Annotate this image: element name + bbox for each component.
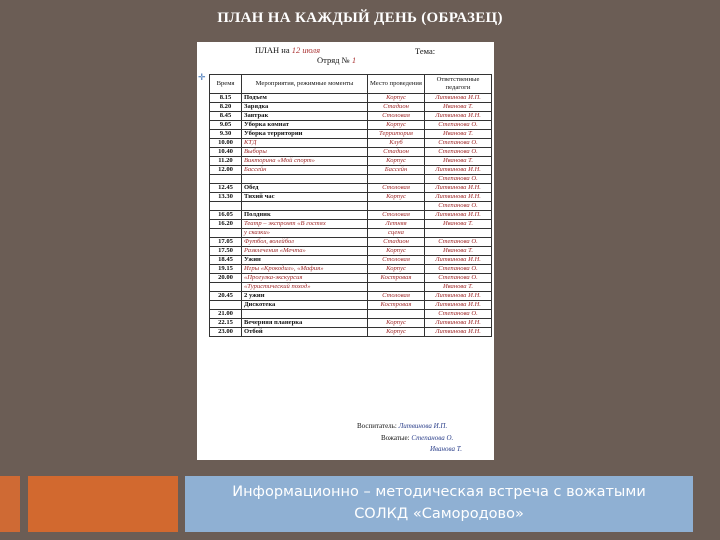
column-header-place: Место проведения bbox=[368, 75, 425, 94]
row-activity: Тихий час bbox=[242, 193, 368, 202]
counselor-2-line bbox=[430, 445, 462, 453]
counselor-2: Иванова Т. bbox=[430, 445, 462, 453]
row-place: Корпус bbox=[368, 319, 425, 328]
row-time: 11.20 bbox=[210, 157, 242, 166]
banner-accent-block bbox=[28, 476, 178, 532]
row-responsible: Степанова О. bbox=[425, 265, 492, 274]
row-activity: Дискотека bbox=[242, 301, 368, 310]
row-time: 19.15 bbox=[210, 265, 242, 274]
row-time: 20.00 bbox=[210, 274, 242, 283]
row-activity bbox=[242, 310, 368, 319]
row-responsible: Иванова Т. bbox=[425, 130, 492, 139]
table-row bbox=[210, 220, 492, 229]
banner-line-2: СОЛКД «Самородово» bbox=[354, 506, 524, 522]
row-activity: Отбой bbox=[242, 328, 368, 337]
row-place: Корпус bbox=[368, 247, 425, 256]
row-activity bbox=[242, 175, 368, 184]
row-place: Столовая bbox=[368, 112, 425, 121]
row-place: Летняя bbox=[368, 220, 425, 229]
counselors-line bbox=[381, 434, 453, 442]
table-row bbox=[210, 328, 492, 337]
row-time: 8.15 bbox=[210, 94, 242, 103]
row-place: Корпус bbox=[368, 94, 425, 103]
counselor-1: Степанова О. bbox=[411, 434, 454, 442]
row-activity: Выборы bbox=[242, 148, 368, 157]
row-activity: Полдник bbox=[242, 211, 368, 220]
table-row bbox=[210, 319, 492, 328]
row-activity: Уборка территории bbox=[242, 130, 368, 139]
row-activity: Игры «Крокодил», «Мафия» bbox=[242, 265, 368, 274]
table-row bbox=[210, 139, 492, 148]
table-row bbox=[210, 274, 492, 283]
row-responsible: Литвинова И.Н. bbox=[425, 184, 492, 193]
row-activity: Зарядка bbox=[242, 103, 368, 112]
row-activity: Бассейн bbox=[242, 166, 368, 175]
row-time: 16.20 bbox=[210, 220, 242, 229]
table-row bbox=[210, 184, 492, 193]
table-row bbox=[210, 121, 492, 130]
row-activity: Ужин bbox=[242, 256, 368, 265]
row-activity: Викторина «Мой спорт» bbox=[242, 157, 368, 166]
row-responsible: Степанова О. bbox=[425, 310, 492, 319]
banner-accent-edge bbox=[0, 476, 20, 532]
row-place: Клуб bbox=[368, 139, 425, 148]
table-row bbox=[210, 175, 492, 184]
educator-label: Воспитатель: bbox=[357, 422, 397, 430]
row-activity: 2 ужин bbox=[242, 292, 368, 301]
row-time: 9.05 bbox=[210, 121, 242, 130]
table-row bbox=[210, 265, 492, 274]
row-activity: Футбол, волейбол bbox=[242, 238, 368, 247]
row-activity: Театр – экспромт «В гостях bbox=[242, 220, 368, 229]
row-time bbox=[210, 301, 242, 310]
row-responsible: Степанова О. bbox=[425, 121, 492, 130]
row-place bbox=[368, 283, 425, 292]
subject-label: Тема: bbox=[415, 46, 436, 56]
row-place: Костровая bbox=[368, 274, 425, 283]
row-responsible: Иванова Т. bbox=[425, 103, 492, 112]
table-row bbox=[210, 310, 492, 319]
table-row bbox=[210, 94, 492, 103]
row-time: 22.15 bbox=[210, 319, 242, 328]
row-responsible bbox=[425, 229, 492, 238]
row-activity: Развлечения «Мечта» bbox=[242, 247, 368, 256]
row-responsible: Иванова Т. bbox=[425, 157, 492, 166]
row-responsible: Степанова О. bbox=[425, 148, 492, 157]
table-row bbox=[210, 157, 492, 166]
table-row bbox=[210, 202, 492, 211]
row-activity: Вечерняя планерка bbox=[242, 319, 368, 328]
row-responsible: Литвинова И.Н. bbox=[425, 256, 492, 265]
column-header-activity: Мероприятия, режимные моменты bbox=[242, 75, 368, 94]
row-time: 10.00 bbox=[210, 139, 242, 148]
table-header-row bbox=[210, 75, 492, 94]
row-activity: «Прогулка-экскурсия bbox=[242, 274, 368, 283]
row-responsible: Степанова О. bbox=[425, 139, 492, 148]
row-place: Стадион bbox=[368, 103, 425, 112]
row-time: 10.40 bbox=[210, 148, 242, 157]
row-place: Столовая bbox=[368, 184, 425, 193]
row-time: 16.05 bbox=[210, 211, 242, 220]
document-header bbox=[197, 42, 494, 70]
row-activity: у сказки» bbox=[242, 229, 368, 238]
table-row bbox=[210, 292, 492, 301]
table-row bbox=[210, 238, 492, 247]
row-responsible: Степанова О. bbox=[425, 274, 492, 283]
table-row bbox=[210, 301, 492, 310]
row-place: сцена bbox=[368, 229, 425, 238]
row-time: 8.45 bbox=[210, 112, 242, 121]
banner-line-1: Информационно – методическая встреча с вожатыми bbox=[232, 484, 646, 500]
row-responsible: Литвинова И.П. bbox=[425, 211, 492, 220]
table-row bbox=[210, 130, 492, 139]
row-time: 17.50 bbox=[210, 247, 242, 256]
row-time: 17.05 bbox=[210, 238, 242, 247]
table-row bbox=[210, 166, 492, 175]
table-move-handle-icon: ✛ bbox=[198, 72, 206, 82]
row-place bbox=[368, 310, 425, 319]
row-place: Корпус bbox=[368, 121, 425, 130]
schedule-body bbox=[210, 94, 492, 337]
row-responsible: Литвинова И.Н. bbox=[425, 166, 492, 175]
row-responsible: Литвинова И.Н. bbox=[425, 292, 492, 301]
column-header-responsible: Ответственные педагоги bbox=[425, 75, 492, 94]
squad-line bbox=[317, 55, 356, 65]
slide-title: ПЛАН НА КАЖДЫЙ ДЕНЬ (ОБРАЗЕЦ) bbox=[217, 10, 503, 26]
row-responsible: Литвинова И.П. bbox=[425, 94, 492, 103]
row-responsible: Степанова О. bbox=[425, 175, 492, 184]
row-time: 9.30 bbox=[210, 130, 242, 139]
row-time: 12.00 bbox=[210, 166, 242, 175]
row-time bbox=[210, 175, 242, 184]
row-place: Стадион bbox=[368, 238, 425, 247]
table-row bbox=[210, 256, 492, 265]
table-row bbox=[210, 112, 492, 121]
row-place: Столовая bbox=[368, 292, 425, 301]
counselors-label: Вожатые: bbox=[381, 434, 410, 442]
row-place: Корпус bbox=[368, 157, 425, 166]
row-place: Территория bbox=[368, 130, 425, 139]
row-responsible: Степанова О. bbox=[425, 202, 492, 211]
plan-date: 12 июля bbox=[291, 45, 321, 55]
squad-label: Отряд № bbox=[317, 55, 350, 65]
row-time bbox=[210, 229, 242, 238]
plan-label: ПЛАН на bbox=[255, 45, 290, 55]
row-place: Стадион bbox=[368, 148, 425, 157]
plan-document bbox=[197, 42, 494, 460]
footer-banner bbox=[185, 476, 693, 532]
row-responsible: Степанова О. bbox=[425, 238, 492, 247]
squad-number: 1 bbox=[351, 55, 357, 65]
row-time: 12.45 bbox=[210, 184, 242, 193]
row-responsible: Литвинова И.Н. bbox=[425, 328, 492, 337]
row-place: Корпус bbox=[368, 193, 425, 202]
row-responsible: Иванова Т. bbox=[425, 247, 492, 256]
plan-date-line bbox=[255, 45, 320, 55]
row-activity: Обед bbox=[242, 184, 368, 193]
row-time: 13.30 bbox=[210, 193, 242, 202]
row-activity: «Туристический поход» bbox=[242, 283, 368, 292]
schedule-table bbox=[209, 74, 492, 337]
row-activity: Подъем bbox=[242, 94, 368, 103]
row-responsible: Литвинова И.Н. bbox=[425, 193, 492, 202]
row-activity bbox=[242, 202, 368, 211]
educator-name: Литвинова И.П. bbox=[398, 422, 448, 430]
row-place bbox=[368, 175, 425, 184]
column-header-time: Время bbox=[210, 75, 242, 94]
row-place: Корпус bbox=[368, 265, 425, 274]
row-time: 20.45 bbox=[210, 292, 242, 301]
row-time bbox=[210, 283, 242, 292]
table-row bbox=[210, 103, 492, 112]
row-responsible: Литвинова И.Н. bbox=[425, 112, 492, 121]
row-place: Бассейн bbox=[368, 166, 425, 175]
row-time: 23.00 bbox=[210, 328, 242, 337]
table-row bbox=[210, 148, 492, 157]
educator-line bbox=[357, 422, 447, 430]
row-responsible: Иванова Т. bbox=[425, 220, 492, 229]
row-activity: КТД bbox=[242, 139, 368, 148]
table-row bbox=[210, 247, 492, 256]
row-activity: Завтрак bbox=[242, 112, 368, 121]
row-place: Костровая bbox=[368, 301, 425, 310]
table-row bbox=[210, 211, 492, 220]
table-row bbox=[210, 193, 492, 202]
row-time: 21.00 bbox=[210, 310, 242, 319]
row-time bbox=[210, 202, 242, 211]
row-responsible: Иванова Т. bbox=[425, 283, 492, 292]
row-activity: Уборка комнат bbox=[242, 121, 368, 130]
row-place: Столовая bbox=[368, 211, 425, 220]
row-time: 8.20 bbox=[210, 103, 242, 112]
row-responsible: Литвинова И.Н. bbox=[425, 301, 492, 310]
row-place bbox=[368, 202, 425, 211]
table-row bbox=[210, 283, 492, 292]
row-time: 18.45 bbox=[210, 256, 242, 265]
row-place: Столовая bbox=[368, 256, 425, 265]
table-row bbox=[210, 229, 492, 238]
row-responsible: Литвинова И.Н. bbox=[425, 319, 492, 328]
row-place: Корпус bbox=[368, 328, 425, 337]
